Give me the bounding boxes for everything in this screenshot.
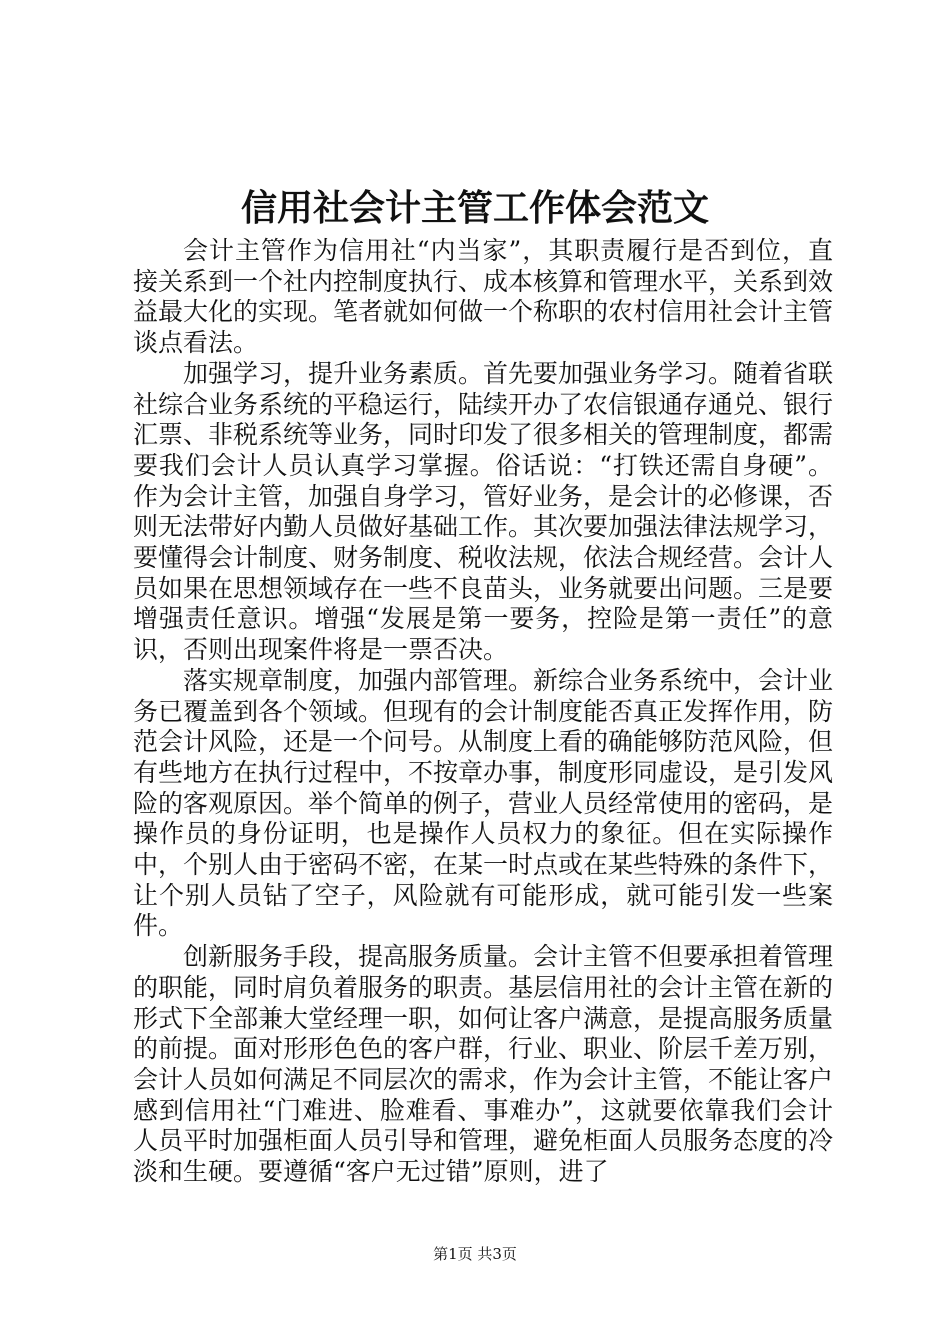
paragraph-4: 创新服务手段，提高服务质量。会计主管不但要承担着管理的职能，同时肩负着服务的职责。基层信用社的会计主管在新的形式下全部兼大堂经理一职，如何让客户满意，是提高服务质量的前提。面对形形色色的客户群，行业、职业、阶层千差万别，会计人员如何满足不同层次的需求，作为会计主管，不能让客户感到信用社“门难进、脸难看、事难办”，这就要依靠我们会计人员平时加强柜面人员引导和管理，避免柜面人员服务态度的冷淡和生硬。要遵循“客户无过错”原则，进了 xyxy=(133,942,834,1187)
paragraph-2: 加强学习，提升业务素质。首先要加强业务学习。随着省联社综合业务系统的平稳运行，陆续开办了农信银通存通兑、银行汇票、非税系统等业务，同时印发了很多相关的管理制度，都需要我们会计人员认真学习掌握。俗话说：“打铁还需自身硬”。作为会计主管，加强自身学习，管好业务，是会计的必修课，否则无法带好内勤人员做好基础工作。其次要加强法律法规学习，要懂得会计制度、财务制度、税收法规，依法合规经营。会计人员如果在思想领域存在一些不良苗头，业务就要出问题。三是要增强责任意识。增强“发展是第一要务，控险是第一责任”的意识，否则出现案件将是一票否决。 xyxy=(133,358,834,665)
document-body xyxy=(133,236,833,1188)
page-footer: 第1页 共3页 xyxy=(433,1245,517,1263)
paragraph-1: 会计主管作为信用社“内当家”，其职责履行是否到位，直接关系到一个社内控制度执行、成本核算和管理水平，关系到效益最大化的实现。笔者就如何做一个称职的农村信用社会计主管谈点看法。 xyxy=(133,236,834,358)
paragraph-3: 落实规章制度，加强内部管理。新综合业务系统中，会计业务已覆盖到各个领域。但现有的会计制度能否真正发挥作用，防范会计风险，还是一个问号。从制度上看的确能够防范风险，但有些地方在执行过程中，不按章办事，制度形同虚设，是引发风险的客观原因。举个简单的例子，营业人员经常使用的密码，是操作员的身份证明，也是操作人员权力的象征。但在实际操作中，个别人由于密码不密，在某一时点或在某些特殊的条件下，让个别人员钻了空子，风险就有可能形成，就可能引发一些案件。 xyxy=(133,665,834,941)
document-title: 信用社会计主管工作体会范文 xyxy=(240,187,709,229)
